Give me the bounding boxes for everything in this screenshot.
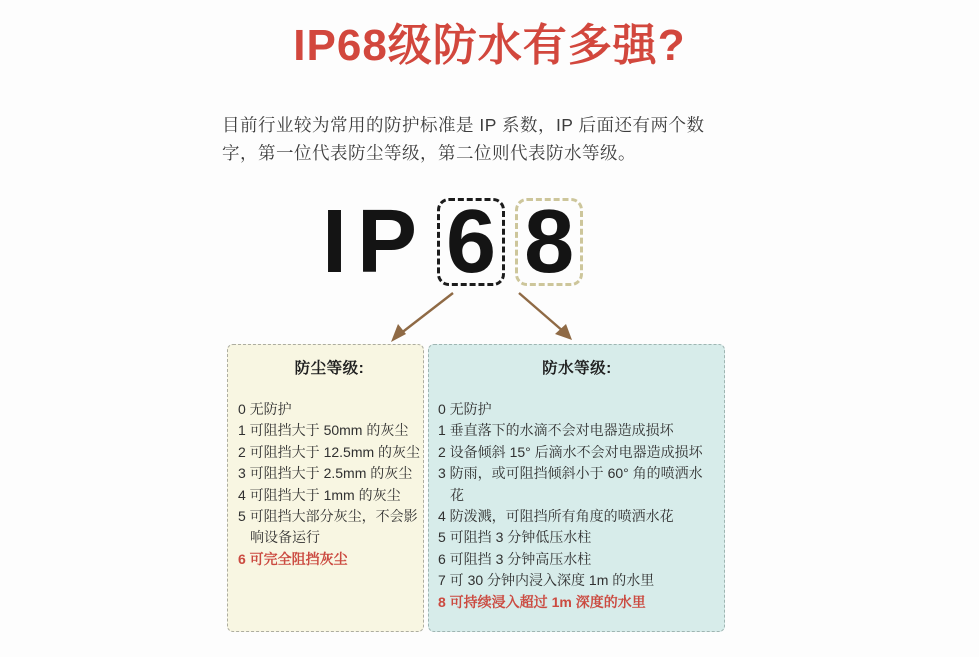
ip-code xyxy=(322,194,583,290)
level-item: 6 可阻挡 3 分钟高压水柱 xyxy=(438,550,592,567)
intro-line-2: 字，第一位代表防尘等级，第二位则代表防水等级。 xyxy=(222,142,636,163)
level-item: 4 防泼溅，可阻挡所有角度的喷洒水花 xyxy=(438,508,674,525)
dust-panel-heading: 防尘等级: xyxy=(294,360,365,377)
level-item: 2 可阻挡大于 12.5mm 的灰尘 xyxy=(238,443,421,460)
dust-level-list xyxy=(238,399,421,570)
water-level-list xyxy=(438,399,716,613)
water-arrow xyxy=(519,293,572,340)
water-digit: 8 xyxy=(524,192,575,292)
level-item: 5 可阻挡 3 分钟低压水柱 xyxy=(438,529,592,546)
dust-arrow xyxy=(391,293,453,342)
level-item: 5 可阻挡大部分灰尘，不会影响设备运行 xyxy=(238,508,418,546)
water-digit-box xyxy=(515,192,583,292)
dust-digit: 6 xyxy=(446,192,497,292)
page-title: IP68级防水有多强? xyxy=(293,21,686,70)
level-item: 0 无防护 xyxy=(438,401,492,417)
level-item: 1 可阻挡大于 50mm 的灰尘 xyxy=(238,422,409,439)
dust-digit-box xyxy=(437,192,505,292)
level-item: 6 可完全阻挡灰尘 xyxy=(238,550,348,567)
ip-letter-i: I xyxy=(322,192,348,292)
level-item: 4 可阻挡大于 1mm 的灰尘 xyxy=(238,486,401,503)
intro-paragraph xyxy=(222,112,732,167)
level-item: 2 设备倾斜 15° 后滴水不会对电器造成损坏 xyxy=(438,443,703,460)
level-item: 7 可 30 分钟内浸入深度 1m 的水里 xyxy=(438,572,655,589)
intro-line-1: 目前行业较为常用的防护标准是 IP 系数，IP 后面还有两个数 xyxy=(222,115,705,135)
level-item: 1 垂直落下的水滴不会对电器造成损坏 xyxy=(438,422,674,439)
level-item: 8 可持续浸入超过 1m 深度的水里 xyxy=(438,593,646,610)
ip-letter-p: P xyxy=(357,192,418,292)
dust-panel xyxy=(227,344,424,632)
level-item: 3 防雨，或可阻挡倾斜小于 60° 角的喷洒水花 xyxy=(438,465,703,503)
water-panel-heading: 防水等级: xyxy=(542,360,612,377)
level-item: 3 可阻挡大于 2.5mm 的灰尘 xyxy=(238,465,413,482)
level-item: 0 无防护 xyxy=(238,401,292,417)
water-panel xyxy=(428,344,725,632)
